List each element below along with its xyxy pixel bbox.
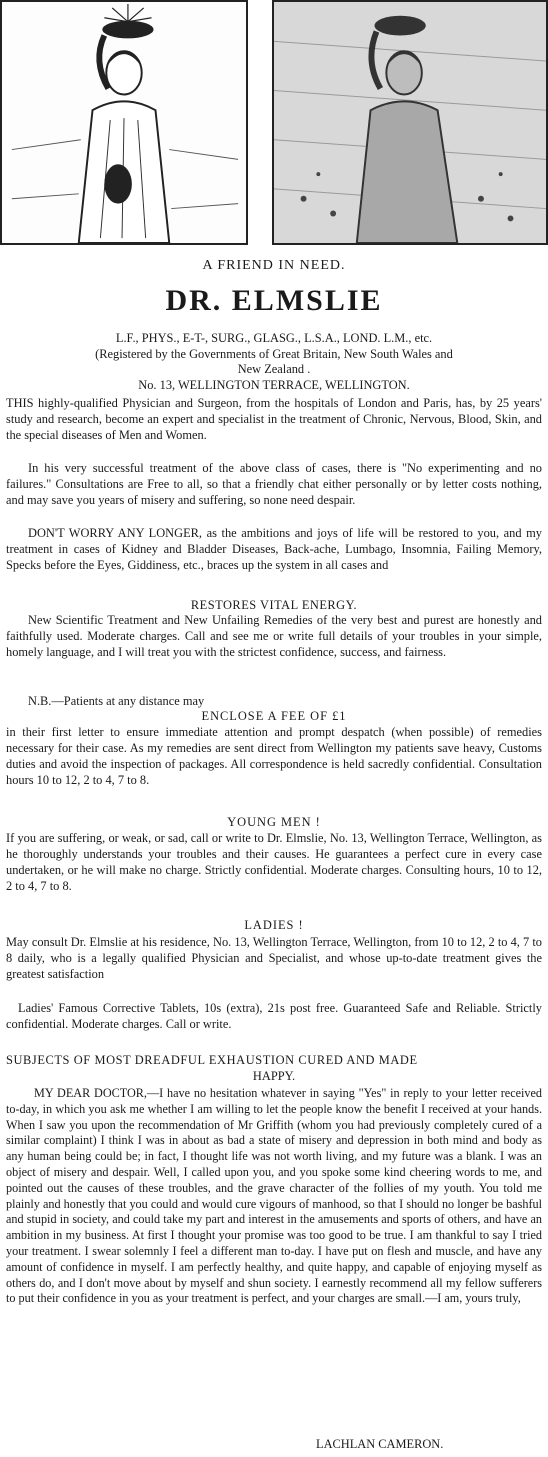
woman-with-lamp-halftone bbox=[274, 2, 546, 243]
tablets-paragraph: Ladies' Famous Corrective Tablets, 10s (extra), 21s post free. Guaranteed Safe and Reliable. Strictly confidential. Moderate charges. Call or write. bbox=[6, 1001, 542, 1031]
credentials: L.F., PHYS., E-T-, SURG., GLASG., L.S.A., LOND. L.M., etc. bbox=[115, 331, 433, 345]
nb-line: N.B.—Patients at any distance may bbox=[28, 694, 205, 708]
success-paragraph: In his very successful treatment of the above class of cases, there is "No experimenting and no failures." Consultations are Free to all, so that a friendly chat either personally or by letter costs nothing, and may save you years of misery and suffering, so none need despair. bbox=[6, 461, 542, 507]
dont-worry-paragraph: DON'T WORRY ANY LONGER, as the ambitions and joys of life will be restored to you, and my treatment in cases of Kidney and Bladder Diseases, Back-ache, Lumbago, Insomnia, Failing Memory, Specks before the Eyes, Giddiness, etc., braces up the system in all cases and bbox=[6, 526, 542, 572]
address: No. 13, WELLINGTON TERRACE, WELLINGTON. bbox=[138, 378, 410, 392]
ladies-paragraph: May consult Dr. Elmslie at his residence, No. 13, Wellington Terrace, Wellington, from 10 to 12, 2 to 4, 7 to 8 daily, who is a legally qualified Physician and Specialist, and whose up-to-date treatment gives the greatest satisfaction bbox=[6, 935, 542, 981]
ladies-heading: LADIES ! bbox=[244, 918, 304, 932]
signature: LACHLAN CAMERON. bbox=[316, 1437, 444, 1451]
enclose-paragraph: in their first letter to ensure immediate attention and prompt despatch (when possible) of remedies necessary for their case. As my remedies are sent direct from Wellington my patients save heavy, Customs duties and avoid the inspection of packages. All correspondence is held sacredly confidential. Consultation hours 10 to 12, 2 to 4, 7 to 8. bbox=[6, 725, 542, 787]
woman-with-lamp-figure bbox=[2, 2, 246, 243]
registration-line-2: New Zealand . bbox=[237, 362, 311, 376]
doctor-name: DR. ELMSLIE bbox=[165, 284, 383, 317]
restores-heading: RESTORES VITAL ENERGY. bbox=[190, 598, 358, 612]
intro-paragraph: THIS highly-qualified Physician and Surgeon, from the hospitals of London and Paris, has, by 25 years' study and research, become an expert and specialist in the treatment of Chronic, Nervous, Blood, Skin, and the special diseases of Men and Women. bbox=[6, 396, 542, 442]
tagline: A FRIEND IN NEED. bbox=[202, 258, 346, 273]
subjects-heading-line-2: HAPPY. bbox=[252, 1069, 296, 1083]
illustration-right bbox=[272, 0, 548, 245]
subjects-heading-line-1: SUBJECTS OF MOST DREADFUL EXHAUSTION CURED AND MADE bbox=[6, 1053, 418, 1067]
enclose-heading: ENCLOSE A FEE OF £1 bbox=[201, 709, 347, 723]
illustration-left bbox=[0, 0, 248, 245]
testimonial-letter: MY DEAR DOCTOR,—I have no hesitation whatever in saying "Yes" in reply to your letter received to-day, in which you ask me whether I am willing to let the people know the benefit I received at your hands. When I saw you upon the recommendation of Mr Griffith (whom you had previously completely cured of a similar complaint) I think I was in about as bad a state of misery and depression in both mind and body as any human being could be; in fact, I thought life was not worth living, and my future was a blank. I was an object of misery and despair. Well, I called upon you, and you spoke some kind cheering words to me, and pointed out the causes of these troubles, and the grave character of the follies of my youth. You told me plainly and honestly that you could and would cure vigours of manhood, so that I should no longer be bashful and stupid in society, and could take my part and interest in the amusements and sports of others, and have an ambition in my business. At first I thought your promise was too good to be true. I am thankful to say I tried your treatment. I swear solemnly I feel a different man to-day. I have put on flesh and muscle, and have any amount of confidence in myself. I am perfectly healthy, and quite happy, and capable of enjoying myself as others do, and I don't move about by myself and shun society. I earnestly recommend all my fellow sufferers to put their confidence in you as your treatment is perfect, and your charges are small.—I am, yours truly, bbox=[6, 1086, 542, 1306]
registration-line-1: (Registered by the Governments of Great Britain, New South Wales and bbox=[95, 347, 453, 361]
young-men-paragraph: If you are suffering, or weak, or sad, call or write to Dr. Elmslie, No. 13, Wellington Terrace, Wellington, as he thoroughly understands your troubles and their causes. He guarantees a perfect cure in every case undertaken, or he will make no charge. Strictly confidential. Moderate charges. Consulting hours, 10 to 12, 2 to 4, 7 to 8. bbox=[6, 831, 542, 893]
remedies-paragraph: New Scientific Treatment and New Unfailing Remedies of the very best and purest are honestly and faithfully used. Moderate charges. Call and see me or write full details of your troubles in your simple, homely language, and I will treat you with the strictest confidence, success, and fairness. bbox=[6, 613, 542, 659]
young-men-heading: YOUNG MEN ! bbox=[227, 815, 321, 829]
